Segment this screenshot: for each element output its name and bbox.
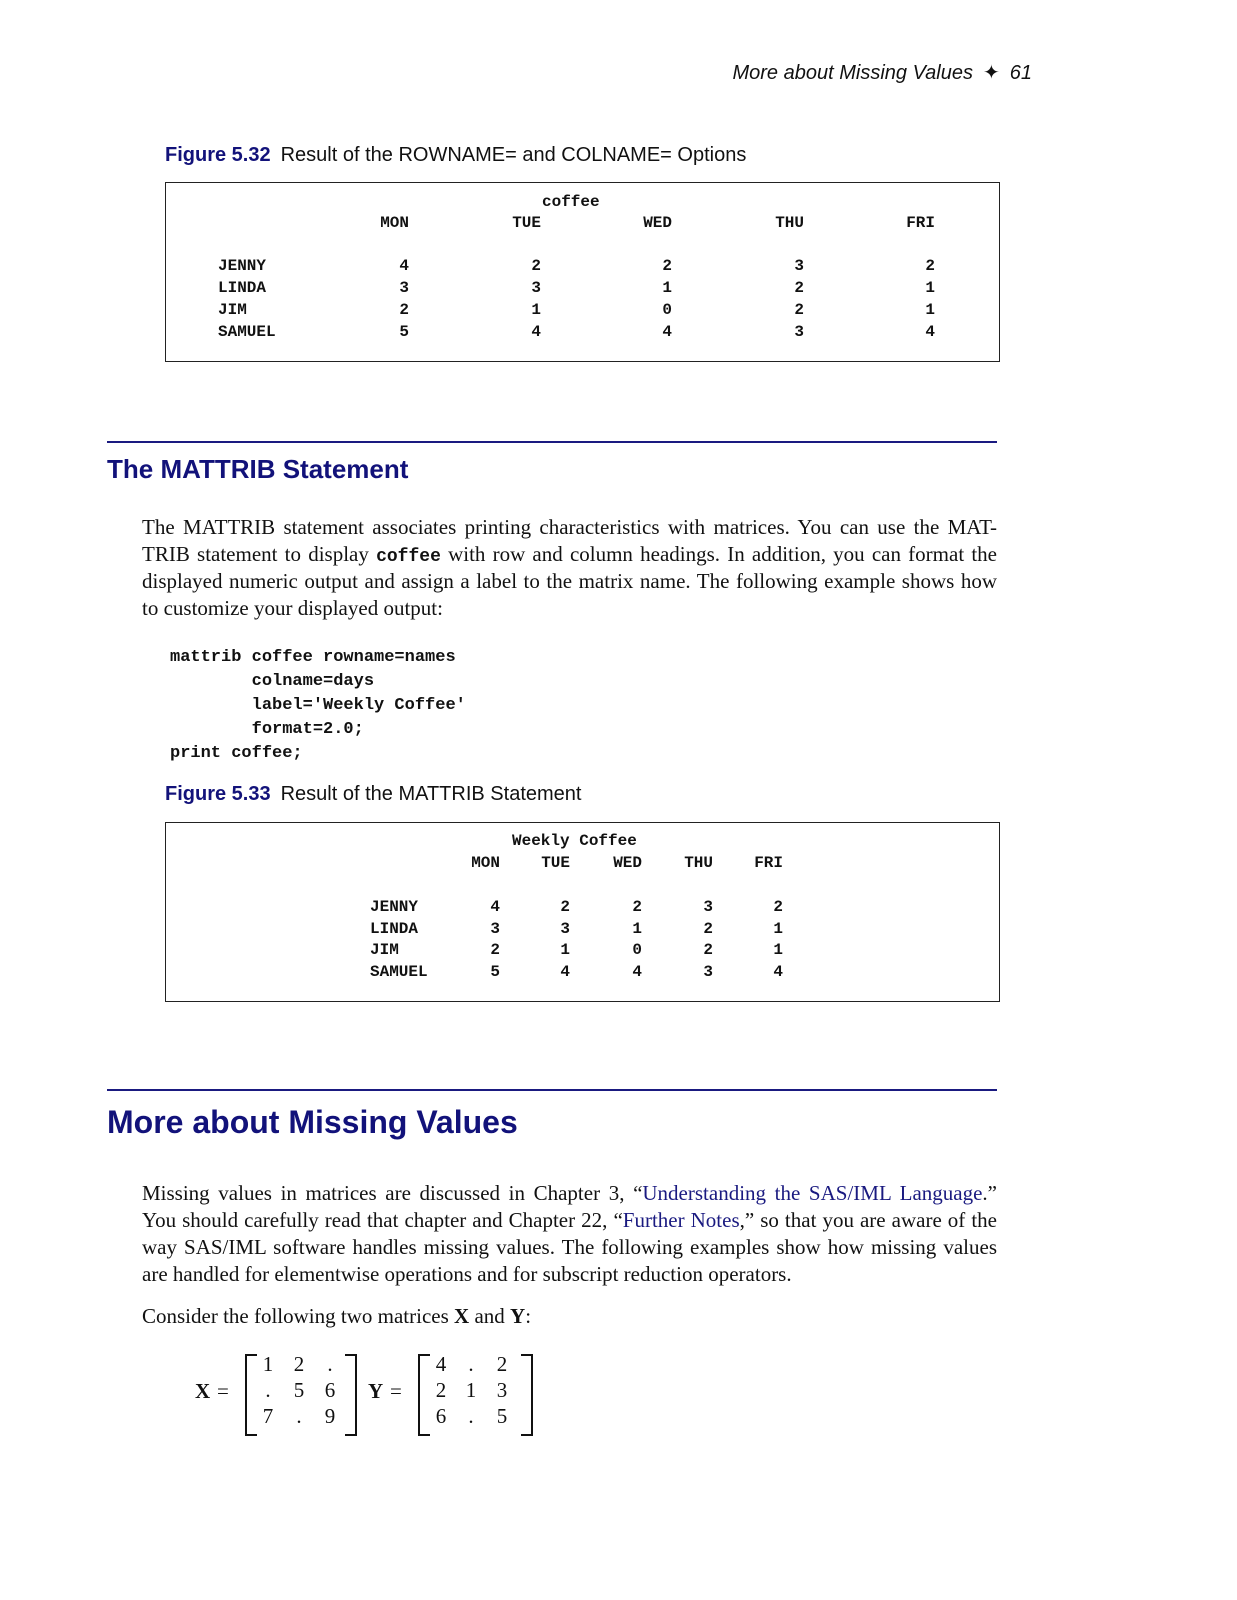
matrix-cell: 6	[324, 1378, 336, 1402]
column-header: THU	[684, 854, 713, 872]
column-header: WED	[643, 214, 672, 232]
chapter-link[interactable]: Further Notes	[622, 1208, 740, 1232]
table-cell: 2	[703, 941, 713, 959]
table-cell: 1	[773, 919, 783, 938]
code-line: mattrib coffee rowname=names	[170, 648, 456, 667]
section-rule	[107, 441, 997, 443]
table-cell: 3	[703, 898, 713, 916]
table-cell: 1	[925, 301, 935, 319]
column-header: FRI	[754, 854, 783, 872]
paragraph-line: The MATTRIB statement associates printing characteristics with matrices. You can use the MAT-	[142, 515, 997, 539]
table-cell: 5	[490, 962, 500, 981]
figure-label: Figure 5.32	[165, 144, 271, 166]
matrix-cell: .	[265, 1378, 271, 1402]
chapter-link[interactable]: Understanding the SAS/IML Language	[642, 1181, 983, 1205]
table-cell: 4	[773, 962, 783, 981]
table-cell: 2	[662, 257, 672, 275]
row-name: JENNY	[218, 257, 267, 275]
right-bracket	[345, 1354, 357, 1436]
column-header: WED	[613, 854, 642, 872]
code-line: format=2.0;	[170, 720, 364, 739]
table-cell: 3	[703, 962, 713, 981]
paragraph-consider: Consider the following two matrices X and Y:	[142, 1304, 532, 1328]
output-box-532	[165, 182, 1000, 362]
page-number: 61	[1009, 62, 1032, 84]
row-name: JENNY	[370, 898, 419, 916]
table-cell: 2	[703, 919, 713, 938]
equals-sign: =	[390, 1379, 402, 1403]
paragraph-missing	[142, 1180, 997, 1288]
code-line: colname=days	[170, 672, 375, 691]
matrix-label: coffee	[542, 193, 600, 211]
table-cell: 3	[560, 919, 570, 938]
table-cell: 2	[490, 941, 500, 959]
table-cell: 0	[632, 941, 642, 959]
matrix-equations	[195, 1352, 555, 1437]
matrix-cell: 5	[496, 1404, 508, 1428]
figure-caption-text: Result of the MATTRIB Statement	[280, 783, 582, 805]
table-cell: 1	[531, 301, 541, 319]
paragraph-line: displayed numeric output and assign a label to the matrix name. The following example shows how	[142, 569, 997, 593]
table-cell: 4	[632, 962, 642, 981]
table-cell: 1	[773, 941, 783, 959]
paragraph-line: way SAS/IML software handles missing values. The following examples show how missing values	[142, 1235, 997, 1259]
row-name: SAMUEL	[370, 962, 428, 981]
table-cell: 4	[531, 323, 541, 341]
matrix-symbol-x: X	[454, 1304, 470, 1328]
table-cell: 2	[794, 301, 804, 319]
paragraph-mattrib	[142, 514, 997, 622]
table-cell: 3	[399, 279, 409, 297]
column-header: MON	[380, 214, 409, 232]
matrix-symbol-y: Y	[510, 1304, 526, 1328]
matrix-cell: 1	[262, 1352, 274, 1376]
table-cell: 4	[662, 323, 672, 341]
table-cell: 2	[773, 898, 783, 916]
row-name: LINDA	[370, 919, 419, 938]
matrix-cell: 5	[293, 1378, 305, 1402]
column-header: MON	[471, 854, 500, 872]
matrix-cell: 9	[324, 1404, 336, 1428]
matrix-cell: .	[327, 1352, 333, 1376]
row-name: JIM	[218, 301, 247, 319]
paragraph-line: to customize your displayed output:	[142, 596, 443, 620]
column-header: TUE	[512, 214, 541, 232]
table-cell: 0	[662, 301, 672, 319]
column-header: TUE	[541, 854, 570, 872]
table-cell: 1	[925, 279, 935, 297]
section-heading: The MATTRIB Statement	[107, 454, 409, 484]
row-name: JIM	[370, 941, 399, 959]
matrix-cell: 7	[262, 1404, 274, 1428]
table-cell: 1	[632, 919, 642, 938]
code-line: print coffee;	[170, 744, 303, 763]
matrix-cell: .	[468, 1404, 474, 1428]
matrix-x-name: X	[195, 1379, 211, 1403]
output-box-533	[165, 822, 1000, 1002]
table-cell: 2	[560, 898, 570, 916]
code-line: label='Weekly Coffee'	[170, 696, 466, 715]
table-cell: 1	[662, 279, 672, 297]
section-rule	[107, 1089, 997, 1091]
running-head	[732, 60, 1032, 85]
matrix-cell: .	[468, 1352, 474, 1376]
table-cell: 2	[399, 301, 409, 319]
table-cell: 4	[399, 257, 409, 275]
matrix-cell: 6	[435, 1404, 447, 1428]
table-cell: 3	[794, 257, 804, 275]
table-cell: 2	[531, 257, 541, 275]
figure-caption-533	[165, 783, 581, 806]
column-header: FRI	[906, 214, 935, 232]
row-name: LINDA	[218, 279, 267, 297]
paragraph-line: Missing values in matrices are discussed in Chapter 3, “Understanding the SAS/IML Language.”	[142, 1181, 997, 1205]
running-head-title: More about Missing Values	[732, 62, 973, 84]
figure-caption-532	[165, 144, 746, 167]
matrix-cell: 2	[293, 1352, 305, 1376]
paragraph-line: You should carefully read that chapter and Chapter 22, “Further Notes,” so that you are aware of the	[142, 1208, 997, 1232]
matrix-cell: 4	[435, 1352, 447, 1376]
section-heading: More about Missing Values	[107, 1104, 518, 1140]
right-bracket	[521, 1354, 533, 1436]
table-cell: 1	[560, 941, 570, 959]
figure-label: Figure 5.33	[165, 783, 271, 805]
column-header: THU	[775, 214, 804, 232]
matrix-label: Weekly Coffee	[512, 832, 637, 850]
table-cell: 4	[560, 962, 570, 981]
table-cell: 2	[794, 279, 804, 297]
left-bracket	[418, 1354, 430, 1436]
matrix-cell: 2	[435, 1378, 447, 1402]
table-cell: 3	[794, 323, 804, 341]
diamond-icon: ✦	[982, 62, 1000, 84]
inline-code: coffee	[376, 547, 441, 567]
matrix-cell: .	[296, 1404, 302, 1428]
row-name: SAMUEL	[218, 323, 276, 341]
table-cell: 4	[925, 323, 935, 341]
matrix-y-name: Y	[368, 1379, 384, 1403]
matrix-cell: 3	[496, 1378, 508, 1402]
table-cell: 3	[531, 279, 541, 297]
matrix-cell: 1	[465, 1378, 477, 1402]
table-cell: 2	[632, 898, 642, 916]
code-block	[170, 646, 466, 766]
table-cell: 3	[490, 919, 500, 938]
paragraph-line: are handled for elementwise operations and for subscript reduction operators.	[142, 1262, 792, 1286]
figure-caption-text: Result of the ROWNAME= and COLNAME= Options	[280, 144, 747, 166]
matrix-cell: 2	[496, 1352, 508, 1376]
equals-sign: =	[217, 1379, 229, 1403]
table-cell: 4	[490, 898, 500, 916]
table-cell: 5	[399, 323, 409, 341]
paragraph-line: TRIB statement to display coffee with row and column headings. In addition, you can format the	[142, 542, 997, 567]
left-bracket	[245, 1354, 257, 1436]
table-cell: 2	[925, 257, 935, 275]
